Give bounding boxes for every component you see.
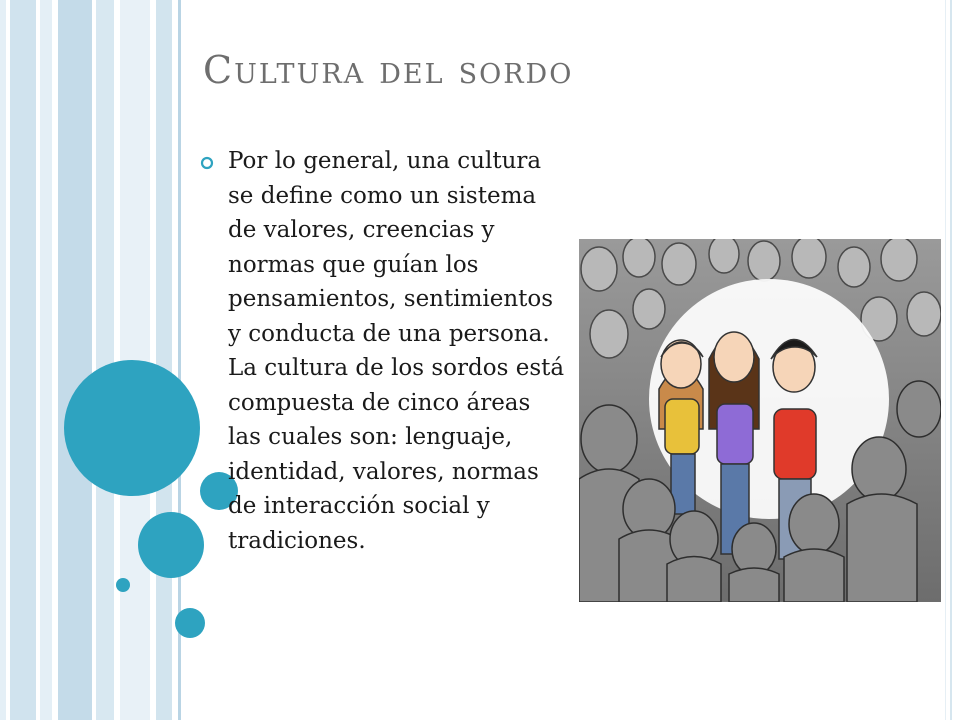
hollow-circle-bullet-icon xyxy=(200,156,214,170)
decorative-circle-tiny xyxy=(116,578,130,592)
bullet-text: Por lo general, una cultura se define como un sistema de valores, creencias y normas que guían los pensamientos, sentimientos y conducta de una persona. La cultura de los sordos está compuesta de cinco áreas las cuales son: lenguaje, identidad, valores, normas de interacción social y tradiciones. xyxy=(228,148,565,554)
decorative-circle-large xyxy=(64,360,200,496)
background-stripes xyxy=(0,0,190,720)
decorative-circle-medium xyxy=(138,512,204,578)
right-border-line xyxy=(950,0,952,720)
right-border-line-inner xyxy=(945,0,946,720)
cartoon-crowd-illustration xyxy=(579,239,941,602)
bullet-item xyxy=(200,144,570,558)
decorative-circle-small-2 xyxy=(175,608,205,638)
slide-title: Cultura del sordo xyxy=(203,48,574,92)
